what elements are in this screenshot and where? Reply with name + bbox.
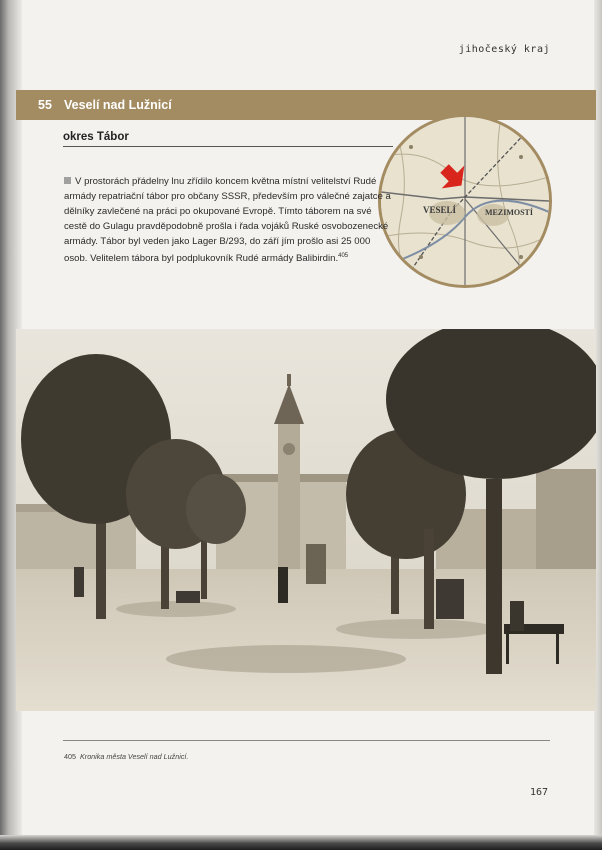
district-heading: okres Tábor — [63, 131, 129, 143]
page-bottom-edge — [0, 835, 602, 850]
section-number: 55 — [38, 98, 52, 112]
section-title: Veselí nad Lužnicí — [64, 98, 172, 112]
footnote — [64, 752, 188, 761]
district-rule — [63, 146, 393, 147]
photo-drawing — [16, 329, 596, 711]
historic-photo-town-square — [16, 329, 596, 711]
map-drawing — [381, 117, 549, 285]
map-label-veseli: VESELÍ — [423, 205, 457, 215]
square-bullet-icon — [64, 177, 71, 184]
footnote-rule — [63, 740, 550, 741]
page-number: 167 — [529, 787, 548, 798]
footnote-text: Kronika města Veselí nad Lužnicí. — [80, 752, 189, 761]
section-title-bar — [16, 90, 596, 120]
body-text: V prostorách přádelny lnu zřídilo koncem května místní velitelství Rudé armády repatriační tábor pro občany SSSR, především pro válečné zajatce a dělníky zavlečené na práci po okupované Evropě. Tímto táborem na své cestě do Gulagu pravděpodobně prošla i řada vojáků Ruské osvobozenecké armády. Tábor byl veden jako Lager B/293, do září jím prošlo asi 25 000 osob. Velitelem tábora byl podplukovník Rudé armády Balibirdin. — [64, 176, 391, 265]
footnote-number: 405 — [64, 752, 76, 761]
body-paragraph — [64, 174, 394, 267]
running-head: jihočeský kraj — [458, 44, 550, 55]
map-label-mezimosti: MEZIMOSTÍ — [485, 208, 534, 217]
footnote-reference: 405 — [338, 253, 349, 260]
map-inset — [378, 114, 552, 288]
